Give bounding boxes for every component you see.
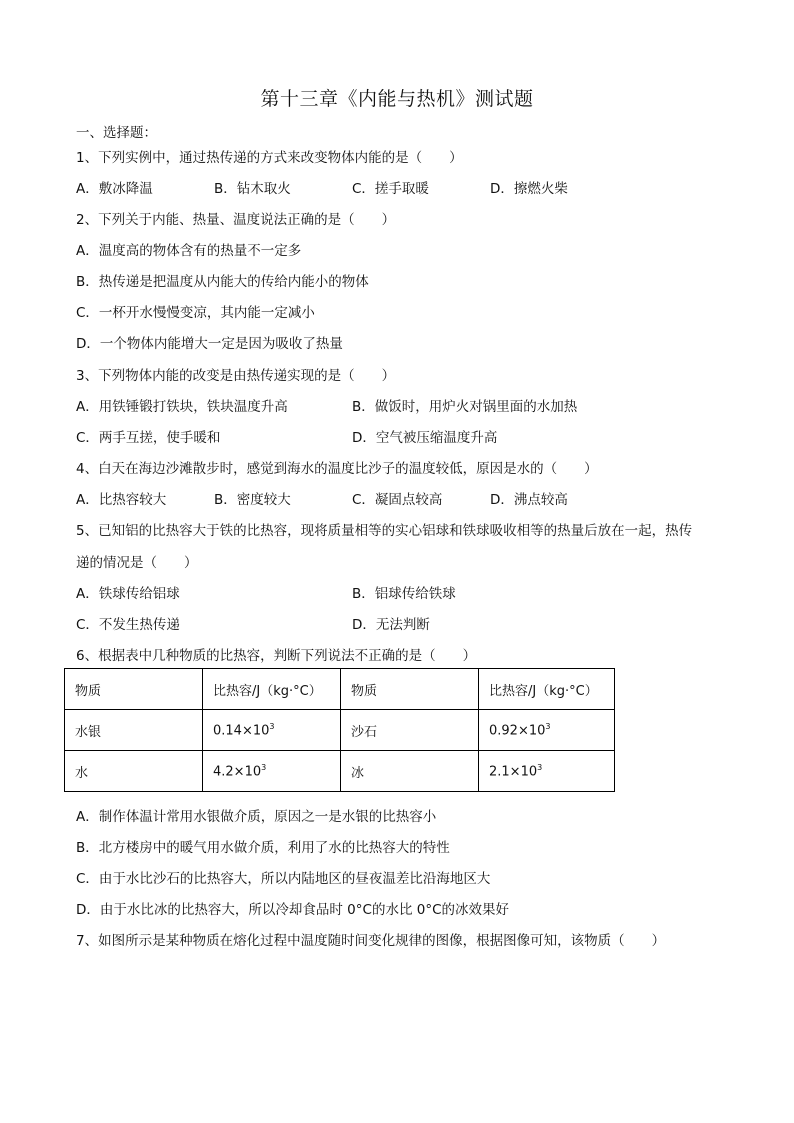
- section-heading: 一、选择题：: [76, 125, 157, 141]
- question-1-option-d: D．擦燃火柴: [490, 181, 568, 197]
- table-header-cell: 物质: [341, 669, 479, 710]
- table-row: [65, 710, 615, 751]
- question-2-option-b: B．热传递是把温度从内能大的传给内能小的物体: [76, 274, 369, 290]
- question-5-option-d: D．无法判断: [352, 617, 430, 633]
- table-cell-value: $0.92\times 10^3$: [479, 710, 615, 751]
- table-cell-substance: 水: [65, 751, 203, 792]
- table-header-cell: 比热容/J（kg·°C）: [203, 669, 341, 710]
- question-6-option-b: B．北方楼房中的暖气用水做介质，利用了水的比热容大的特性: [76, 840, 450, 856]
- question-1-option-c: C．搓手取暖: [352, 181, 429, 197]
- specific-heat-table: [64, 668, 615, 792]
- question-1-option-b: B．钻木取火: [214, 181, 291, 197]
- question-5-option-c: C．不发生热传递: [76, 617, 180, 633]
- question-1-stem: 1、下列实例中，通过热传递的方式来改变物体内能的是（ ）: [76, 150, 463, 166]
- question-2-option-c: C．一杯开水慢慢变凉，其内能一定减小: [76, 305, 315, 321]
- question-3-option-c: C．两手互搓，使手暖和: [76, 430, 221, 446]
- question-4-option-d: D．沸点较高: [490, 492, 568, 508]
- question-4-option-b: B．密度较大: [214, 492, 291, 508]
- question-4-option-a: A．比热容较大: [76, 492, 167, 508]
- question-6-stem: 6、根据表中几种物质的比热容，判断下列说法不正确的是（ ）: [76, 648, 477, 664]
- table-cell-value: $0.14\times 10^3$: [203, 710, 341, 751]
- question-5-stem-line-2: 递的情况是（ ）: [76, 555, 198, 571]
- question-4-option-c: C．凝固点较高: [352, 492, 443, 508]
- question-5-option-b: B．铝球传给铁球: [352, 586, 456, 602]
- question-6-option-a: A．制作体温计常用水银做介质，原因之一是水银的比热容小: [76, 809, 437, 825]
- question-7-stem: 7、如图所示是某种物质在熔化过程中温度随时间变化规律的图像，根据图像可知，该物质（ ）: [76, 933, 666, 949]
- question-6-option-d: D．由于水比冰的比热容大，所以冷却食品时 0°C的水比 0°C的冰效果好: [76, 902, 510, 918]
- table-cell-substance: 冰: [341, 751, 479, 792]
- question-4-stem: 4、白天在海边沙滩散步时，感觉到海水的温度比沙子的温度较低，原因是水的（ ）: [76, 461, 598, 477]
- question-3-option-d: D．空气被压缩温度升高: [352, 430, 498, 446]
- table-header-cell: 物质: [65, 669, 203, 710]
- question-6-option-c: C．由于水比沙石的比热容大，所以内陆地区的昼夜温差比沿海地区大: [76, 871, 491, 887]
- question-2-option-a: A．温度高的物体含有的热量不一定多: [76, 243, 302, 259]
- table-cell-substance: 水银: [65, 710, 203, 751]
- question-5-option-a: A．铁球传给铝球: [76, 586, 180, 602]
- table-header-row: [65, 669, 615, 710]
- question-3-option-a: A．用铁锤锻打铁块，铁块温度升高: [76, 399, 288, 415]
- question-3-option-b: B．做饭时，用炉火对锅里面的水加热: [352, 399, 578, 415]
- page-title: 第十三章《内能与热机》测试题: [260, 88, 534, 110]
- table-row: [65, 751, 615, 792]
- table-cell-substance: 沙石: [341, 710, 479, 751]
- question-3-stem: 3、下列物体内能的改变是由热传递实现的是（ ）: [76, 368, 396, 384]
- question-5-stem-line-1: 5、已知铝的比热容大于铁的比热容，现将质量相等的实心铝球和铁球吸收相等的热量后放在一起，热传: [76, 523, 693, 539]
- question-2-stem: 2、下列关于内能、热量、温度说法正确的是（ ）: [76, 212, 396, 228]
- table-header-cell: 比热容/J（kg·°C）: [479, 669, 615, 710]
- question-1-option-a: A．敷冰降温: [76, 181, 153, 197]
- table-cell-value: $4.2\times 10^3$: [203, 751, 341, 792]
- question-2-option-d: D．一个物体内能增大一定是因为吸收了热量: [76, 336, 343, 352]
- table-cell-value: $2.1\times 10^3$: [479, 751, 615, 792]
